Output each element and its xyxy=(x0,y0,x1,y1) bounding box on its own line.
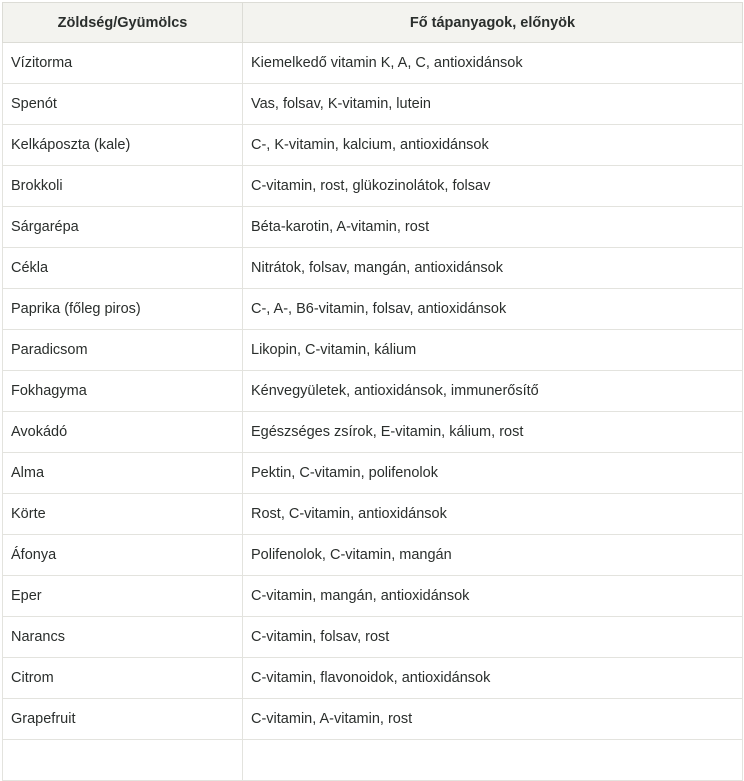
cell-name: Avokádó xyxy=(3,412,243,453)
cell-nutrients: C-vitamin, A-vitamin, rost xyxy=(243,699,743,740)
cell-name: Körte xyxy=(3,494,243,535)
cell-nutrients xyxy=(243,740,743,781)
cell-nutrients: Kiemelkedő vitamin K, A, C, antioxidánsok xyxy=(243,43,743,84)
table-row xyxy=(3,166,743,207)
table-row xyxy=(3,207,743,248)
table-row xyxy=(3,658,743,699)
cell-nutrients: Rost, C-vitamin, antioxidánsok xyxy=(243,494,743,535)
cell-name: Grapefruit xyxy=(3,699,243,740)
cell-name: Alma xyxy=(3,453,243,494)
cell-nutrients: Nitrátok, folsav, mangán, antioxidánsok xyxy=(243,248,743,289)
cell-name: Vízitorma xyxy=(3,43,243,84)
cell-nutrients: Polifenolok, C-vitamin, mangán xyxy=(243,535,743,576)
cell-name: Paprika (főleg piros) xyxy=(3,289,243,330)
table-row xyxy=(3,494,743,535)
cell-name xyxy=(3,740,243,781)
cell-name: Spenót xyxy=(3,84,243,125)
cell-nutrients: Kénvegyületek, antioxidánsok, immunerősítő xyxy=(243,371,743,412)
cell-name: Fokhagyma xyxy=(3,371,243,412)
cell-nutrients: C-vitamin, mangán, antioxidánsok xyxy=(243,576,743,617)
cell-nutrients: C-vitamin, rost, glükozinolátok, folsav xyxy=(243,166,743,207)
cell-name: Narancs xyxy=(3,617,243,658)
table-row xyxy=(3,43,743,84)
cell-name: Cékla xyxy=(3,248,243,289)
cell-nutrients: C-, A-, B6-vitamin, folsav, antioxidánsok xyxy=(243,289,743,330)
cell-nutrients: Béta-karotin, A-vitamin, rost xyxy=(243,207,743,248)
table-row xyxy=(3,576,743,617)
table-row xyxy=(3,330,743,371)
table-row xyxy=(3,412,743,453)
cell-name: Eper xyxy=(3,576,243,617)
header-row xyxy=(3,3,743,43)
cell-name: Brokkoli xyxy=(3,166,243,207)
header-nutrients-benefits: Fő tápanyagok, előnyök xyxy=(243,3,743,43)
cell-name: Kelkáposzta (kale) xyxy=(3,125,243,166)
table-row xyxy=(3,248,743,289)
table-row xyxy=(3,535,743,576)
cell-name: Sárgarépa xyxy=(3,207,243,248)
cell-nutrients: Egészséges zsírok, E-vitamin, kálium, rost xyxy=(243,412,743,453)
cell-name: Paradicsom xyxy=(3,330,243,371)
nutrition-table xyxy=(2,2,743,781)
table-row xyxy=(3,740,743,781)
nutrition-table-container xyxy=(2,2,742,781)
table-row xyxy=(3,84,743,125)
table-row xyxy=(3,699,743,740)
table-row xyxy=(3,617,743,658)
cell-nutrients: Likopin, C-vitamin, kálium xyxy=(243,330,743,371)
cell-name: Citrom xyxy=(3,658,243,699)
table-row xyxy=(3,125,743,166)
cell-nutrients: C-, K-vitamin, kalcium, antioxidánsok xyxy=(243,125,743,166)
cell-nutrients: C-vitamin, folsav, rost xyxy=(243,617,743,658)
table-row xyxy=(3,289,743,330)
table-row xyxy=(3,453,743,494)
table-header xyxy=(3,3,743,43)
cell-nutrients: Pektin, C-vitamin, polifenolok xyxy=(243,453,743,494)
cell-nutrients: C-vitamin, flavonoidok, antioxidánsok xyxy=(243,658,743,699)
cell-nutrients: Vas, folsav, K-vitamin, lutein xyxy=(243,84,743,125)
table-body xyxy=(3,43,743,781)
header-vegetable-fruit: Zöldség/Gyümölcs xyxy=(3,3,243,43)
cell-name: Áfonya xyxy=(3,535,243,576)
table-row xyxy=(3,371,743,412)
